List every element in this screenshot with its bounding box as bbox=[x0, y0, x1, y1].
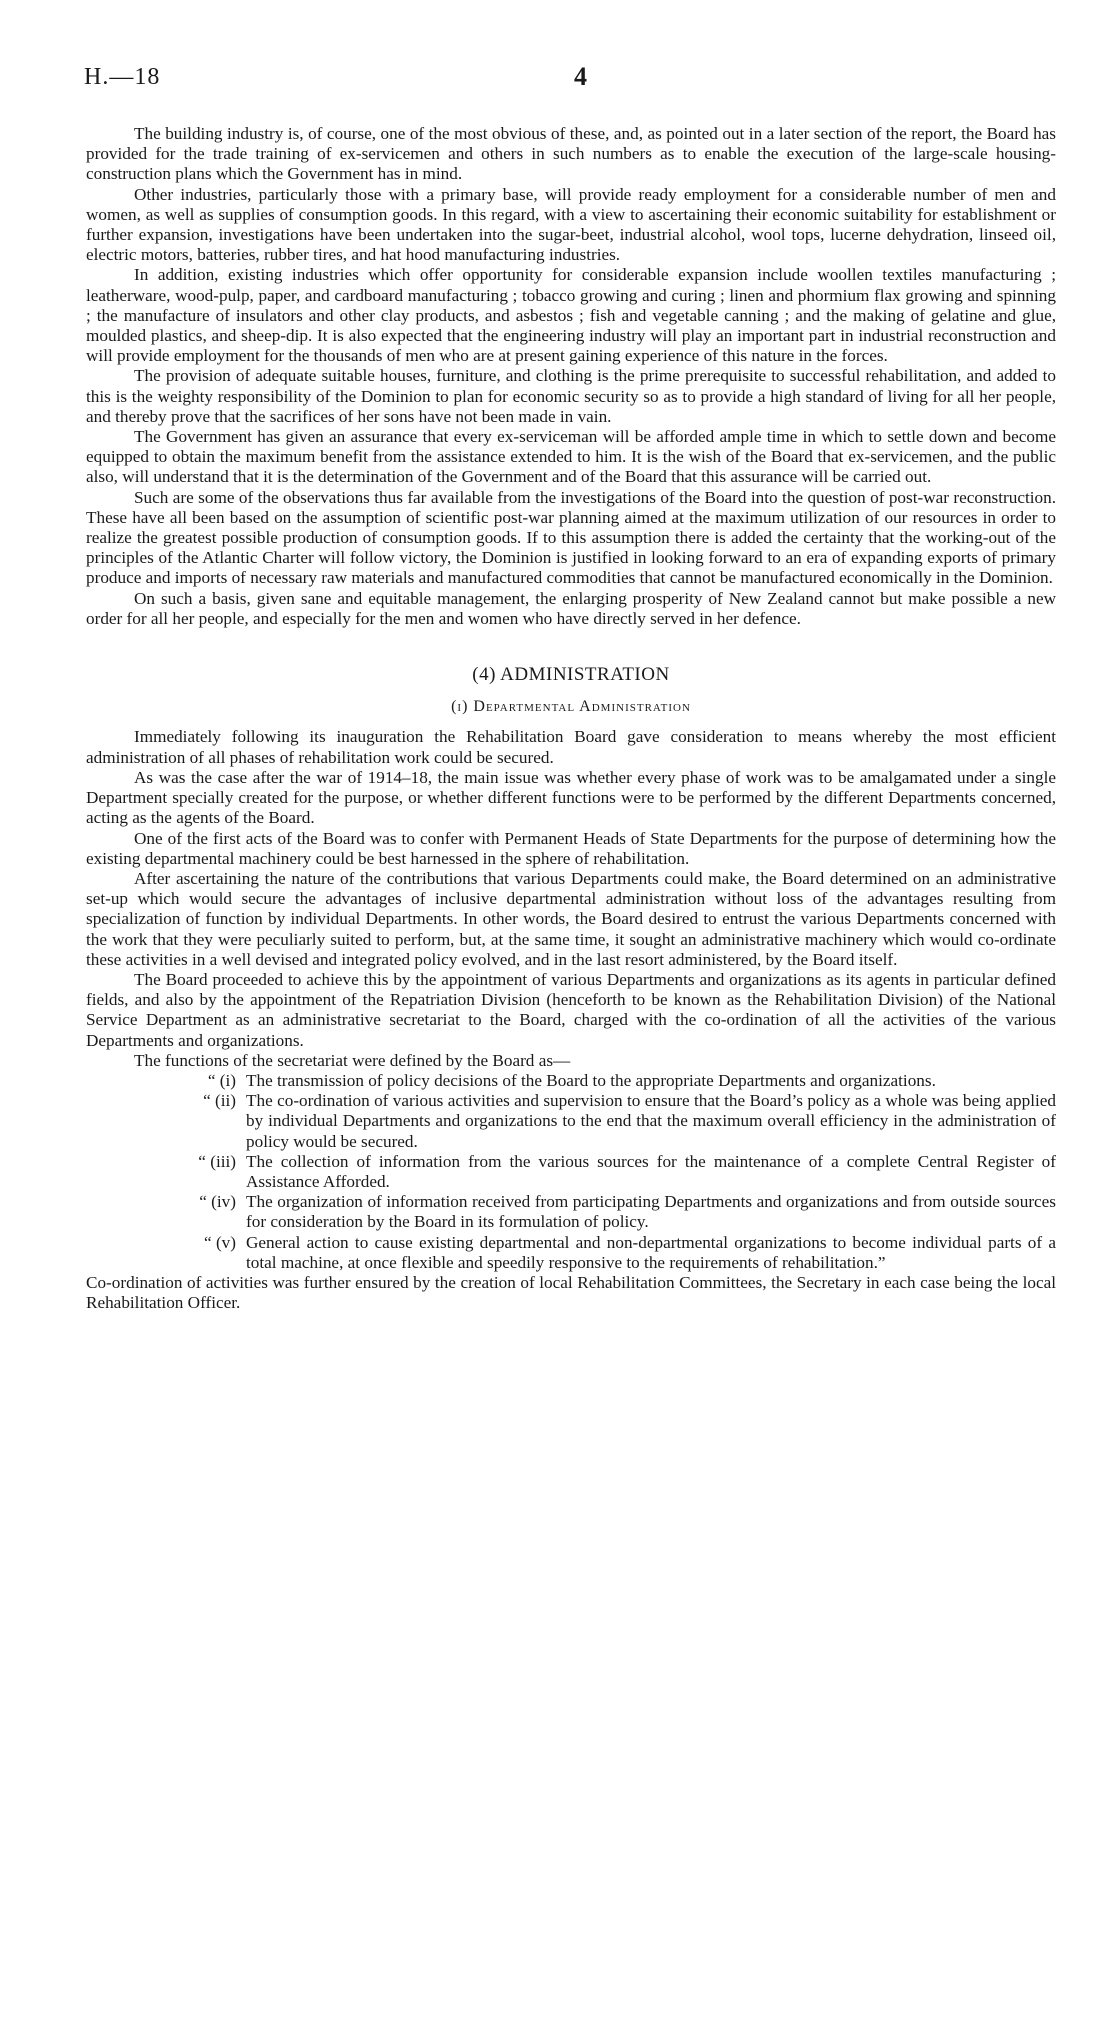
list-item-number: “ (iii) bbox=[198, 1151, 236, 1171]
paragraph: On such a basis, given sane and equitable management, the enlarging prosperity of New Zealand cannot but make possible a new order for all her people, and especially for the men and women who have directly served in her defence. bbox=[86, 588, 1056, 628]
paragraph: Immediately following its inauguration the Rehabilitation Board gave consideration to means whereby the most efficient administration of all phases of rehabilitation work could be secured. bbox=[86, 727, 1056, 767]
closing-paragraph: Co-ordination of activities was further ensured by the creation of local Rehabilitation Committees, the Secretary in each case being the local Rehabilitation Officer. bbox=[86, 1272, 1056, 1313]
list-item bbox=[86, 1192, 1056, 1232]
page-header bbox=[84, 64, 1030, 94]
paragraph: As was the case after the war of 1914–18, the main issue was whether every phase of work was to be amalgamated under a single Department specially created for the purpose, or whether different functions were to be performed by the different Departments concerned, acting as the agents of the Board. bbox=[86, 767, 1056, 828]
paragraph: Other industries, particularly those with a primary base, will provide ready employment for a considerable number of men and women, as well as supplies of consumption goods. In this regard, with a view to ascertaining their economic suitability for establishment or further expansion, investigations have been undertaken into the sugar-beet, industrial alcohol, wool tops, lucerne dehydration, linseed oil, electric motors, batteries, rubber tires, and hat hood manufacturing industries. bbox=[86, 184, 1056, 265]
paragraph: The provision of adequate suitable houses, furniture, and clothing is the prime prerequisite to successful rehabilitation, and added to this is the weighty responsibility of the Dominion to plan for economic security so as to provide a high standard of living for all her people, and thereby prove that the sacrifices of her sons have not been made in vain. bbox=[86, 366, 1056, 426]
paragraph: The functions of the secretariat were defined by the Board as— bbox=[134, 1050, 571, 1070]
list-item-number: “ (iv) bbox=[199, 1192, 236, 1212]
list-item-text: The transmission of policy decisions of the Board to the appropriate Departments and organizations. bbox=[246, 1070, 936, 1090]
paragraph: After ascertaining the nature of the contributions that various Departments could make, the Board determined on an administrative set-up which would secure the advantages of inclusive departmental administration without loss of the advantages resulting from specialization of function by individual Departments. In other words, the Board desired to entrust the various Departments concerned with the work that they were peculiarly suited to perform, but, at the same time, it sought an administrative machinery which would co-ordinate these activities in a well devised and integrated policy evolved, and in the last resort administered, by the Board itself. bbox=[86, 868, 1056, 969]
list-item-number: “ (i) bbox=[207, 1070, 236, 1090]
list-item bbox=[86, 1233, 1056, 1273]
section-heading: (4) ADMINISTRATION bbox=[472, 664, 670, 686]
list-item-text: General action to cause existing departmental and non-departmental organizations to become individual parts of a total machine, at once flexible and speedily responsive to the requirements of rehabilitation.” bbox=[246, 1232, 1056, 1272]
list-item-number: “ (v) bbox=[204, 1232, 236, 1252]
paragraph: The Government has given an assurance that every ex-serviceman will be afforded ample time in which to settle down and become equipped to obtain the maximum benefit from the assistance extended to him. It is the wish of the Board that ex-servicemen, and the public also, will understand that it is the determination of the Government and of the Board that this assurance will be carried out. bbox=[86, 427, 1056, 487]
paragraph: Such are some of the observations thus far available from the investigations of the Board into the question of post-war reconstruction. These have all been based on the assumption of scientific post-war planning aimed at the maximum utilization of our resources in order to realize the greatest possible production of consumption goods. If to this assumption there is added the certainty that the working-out of the principles of the Atlantic Charter will follow victory, the Dominion is justified in looking forward to an era of expanding exports of primary produce and imports of necessary raw materials and manufactured commodities that cannot be manufactured economically in the Dominion. bbox=[86, 487, 1056, 588]
list-item-number: “ (ii) bbox=[203, 1091, 236, 1111]
paragraph: The Board proceeded to achieve this by the appointment of various Departments and organizations as its agents in particular defined fields, and also by the appointment of the Repatriation Division (henceforth to be known as the Rehabilitation Division) of the National Service Department as an administrative secretariat to the Board, charged with the co-ordination of all the activities of the various Departments and organizations. bbox=[86, 969, 1056, 1050]
subsection-heading: (i) Departmental Administration bbox=[451, 698, 691, 716]
list-item bbox=[86, 1071, 1056, 1091]
list-item bbox=[86, 1091, 1056, 1152]
page-number: 4 bbox=[574, 62, 587, 91]
paragraph: The building industry is, of course, one of the most obvious of these, and, as pointed out in a later section of the report, the Board has provided for the trade training of ex-servicemen and others in such numbers as to enable the execution of the large-scale housing-construction plans which the Government has in mind. bbox=[86, 124, 1056, 184]
paragraph: One of the first acts of the Board was to confer with Permanent Heads of State Departments for the purpose of determining how the existing departmental machinery could be best harnessed in the sphere of rehabilitation. bbox=[86, 828, 1056, 868]
functions-list bbox=[86, 1071, 1056, 1273]
list-item-text: The organization of information received from participating Departments and organizations and from outside sources for consideration by the Board in its formulation of policy. bbox=[246, 1192, 1056, 1232]
list-item bbox=[86, 1152, 1056, 1192]
paragraph: In addition, existing industries which offer opportunity for considerable expansion include woollen textiles manufacturing ; leatherware, wood-pulp, paper, and cardboard manufacturing ; tobacco growing and curing ; linen and phormium flax growing and spinning ; the manufacture of insulators and other clay products, and asbestos ; fish and vegetable canning ; and the making of gelatine and glue, moulded plastics, and sheep-dip. It is also expected that the engineering industry will play an important part in industrial reconstruction and will provide employment for the thousands of men who are at present gaining experience of this nature in the forces. bbox=[86, 265, 1056, 366]
page-body bbox=[86, 124, 1056, 1313]
list-item-text: The co-ordination of various activities and supervision to ensure that the Board’s policy as a whole was being applied by individual Departments and organizations to the end that the maximum overall efficiency in the administration of policy would be secured. bbox=[246, 1091, 1056, 1151]
list-item-text: The collection of information from the various sources for the maintenance of a complete Central Register of Assistance Afforded. bbox=[246, 1151, 1056, 1191]
report-reference: H.—18 bbox=[84, 64, 161, 90]
